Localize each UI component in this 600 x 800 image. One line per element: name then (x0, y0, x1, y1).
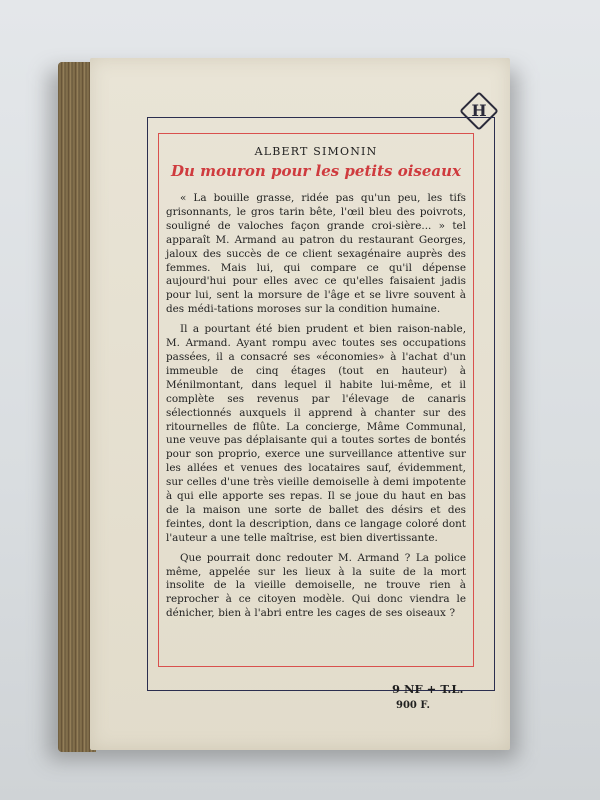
author-name: ALBERT SIMONIN (254, 145, 378, 158)
blurb-paragraph-3: Que pourrait donc redouter M. Armand ? La police même, appelée sur les lieux à la suite de la mort insolite de la vieille demoiselle, ne trouve rien à reprocher à ce citoyen modèle. Qui donc viendra le dénicher, bien à l'abri entre les cages de ses oiseaux ? (166, 551, 466, 620)
price-new-francs: 9 NF + T.L. (392, 682, 464, 696)
blurb-paragraph-2: Il a pourtant été bien prudent et bien raison-nable, M. Armand. Ayant rompu avec toutes ses occupations passées, il a consacré ses «économies» à l'achat d'un immeuble de cinq étages (tout en hauteur) à Ménilmontant, dans lequel il habite lui-même, et il complète ses revenus par l'élevage de canaris sélectionnés auxquels il apprend à chanter sur des ritournelles de flûte. La concierge, Mâme Communal, une veuve pas déplaisante qui a toutes sortes de bontés pour son proprio, exerce une surveillance attentive sur les allées et venues des locataires sauf, évidemment, sur celles d'une très vieille demoiselle à demi impotente à qui elle apporte ses repas. Il se joue du haut en bas de la maison une sorte de ballet des désirs et des feintes, dont la description, dans ce langage coloré dont l'auteur a une telle maîtrise, est bien divertissante. (166, 323, 466, 544)
blurb-paragraph-1: « La bouille grasse, ridée pas qu'un peu, les tifs grisonnants, le gros tarin bête, l'œil bleu des poivrots, souligné de valoches façon grande croi-sière... » tel apparaît M. Armand au patron du restaurant Georges, jaloux des succès de ce client sexagénaire auprès des femmes. Mais lui, qui compare ce qu'il dépense aujourd'hui pour elles avec ce qu'elles faisaient jadis pour lui, sent la morsure de l'âge et se livre souvent à des médi-tations moroses sur la condition humaine. (166, 192, 466, 316)
blurb-text-area (166, 145, 466, 627)
publisher-logo-letter: H (471, 101, 487, 120)
book-title: Du mouron pour les petits oiseaux (171, 162, 461, 180)
price-old-francs: 900 F. (396, 700, 430, 711)
